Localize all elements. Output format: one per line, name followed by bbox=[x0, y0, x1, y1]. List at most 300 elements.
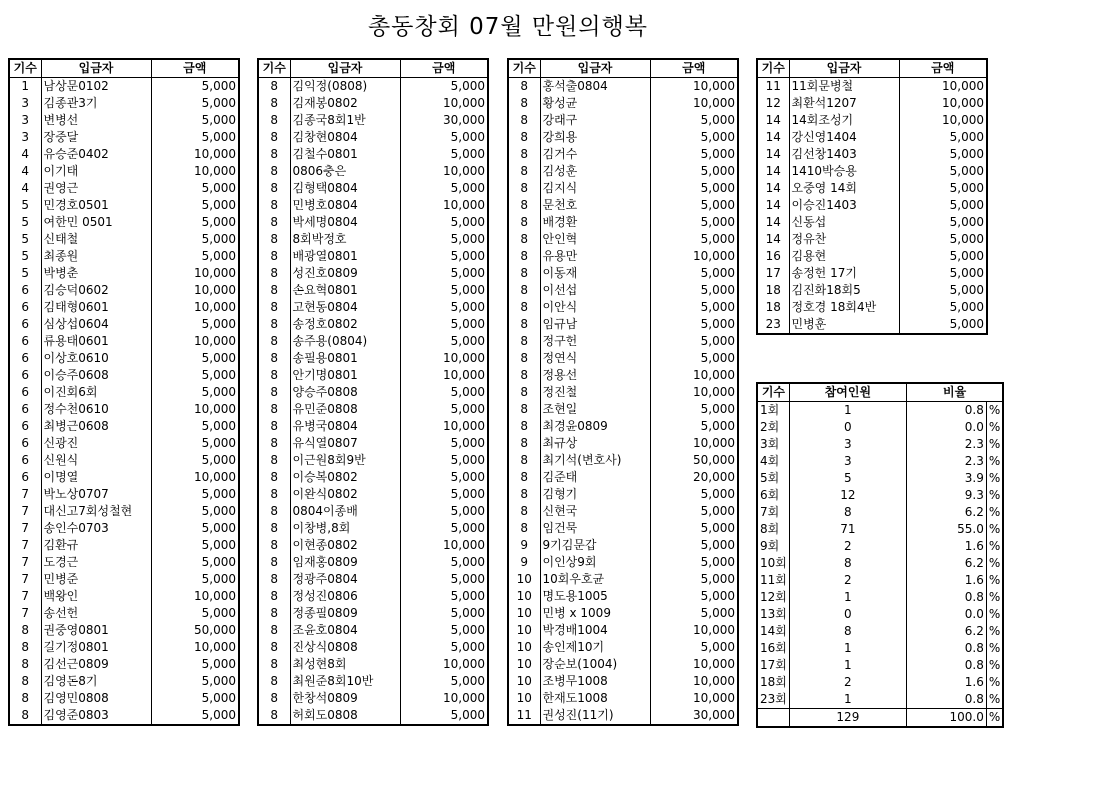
cell-donor-name: 정호경 18회4반 bbox=[789, 299, 899, 316]
cell-percent-sign: % bbox=[986, 709, 1003, 728]
cell-gisu: 8회 bbox=[757, 521, 789, 538]
cell-amount: 30,000 bbox=[650, 707, 738, 725]
table-row bbox=[258, 197, 488, 214]
stats-row bbox=[757, 521, 1003, 538]
cell-amount: 5,000 bbox=[650, 299, 738, 316]
cell-gisu: 8 bbox=[258, 452, 290, 469]
table-row bbox=[9, 316, 239, 333]
stats-row bbox=[757, 640, 1003, 657]
cell-percent-sign: % bbox=[986, 555, 1003, 572]
cell-gisu: 8 bbox=[258, 384, 290, 401]
cell-gisu: 8 bbox=[508, 503, 540, 520]
table-row bbox=[508, 520, 738, 537]
cell-gisu: 18 bbox=[757, 299, 789, 316]
cell-gisu: 7 bbox=[9, 605, 41, 622]
table-row bbox=[258, 231, 488, 248]
cell-gisu: 8 bbox=[508, 248, 540, 265]
cell-gisu: 16회 bbox=[757, 640, 789, 657]
cell-gisu: 8 bbox=[258, 299, 290, 316]
cell-donor-name: 조현일 bbox=[540, 401, 650, 418]
cell-amount: 5,000 bbox=[400, 333, 488, 350]
header-amount: 금액 bbox=[899, 59, 987, 78]
cell-gisu: 23회 bbox=[757, 691, 789, 709]
cell-gisu: 7 bbox=[9, 588, 41, 605]
table-row bbox=[258, 486, 488, 503]
cell-amount: 5,000 bbox=[650, 146, 738, 163]
cell-gisu: 6 bbox=[9, 452, 41, 469]
cell-gisu: 23 bbox=[757, 316, 789, 334]
table-row bbox=[757, 146, 987, 163]
cell-amount: 5,000 bbox=[650, 129, 738, 146]
cell-gisu: 7 bbox=[9, 486, 41, 503]
cell-donor-name: 최환석1207 bbox=[789, 95, 899, 112]
stats-row bbox=[757, 691, 1003, 709]
cell-amount: 5,000 bbox=[151, 452, 239, 469]
cell-amount: 5,000 bbox=[151, 537, 239, 554]
cell-amount: 50,000 bbox=[650, 452, 738, 469]
cell-gisu: 5 bbox=[9, 231, 41, 248]
cell-donor-name: 김형택0804 bbox=[290, 180, 400, 197]
cell-donor-name: 이승주0608 bbox=[41, 367, 151, 384]
table-row bbox=[258, 639, 488, 656]
stats-row bbox=[757, 453, 1003, 470]
cell-donor-name: 김용현 bbox=[789, 248, 899, 265]
cell-ratio: 0.0 bbox=[906, 606, 986, 623]
cell-ratio: 9.3 bbox=[906, 487, 986, 504]
cell-participants: 8 bbox=[789, 623, 906, 640]
cell-ratio: 100.0 bbox=[906, 709, 986, 728]
cell-percent-sign: % bbox=[986, 572, 1003, 589]
cell-amount: 5,000 bbox=[650, 503, 738, 520]
cell-amount: 5,000 bbox=[151, 112, 239, 129]
header-gisu: 기수 bbox=[757, 383, 789, 402]
cell-percent-sign: % bbox=[986, 453, 1003, 470]
cell-amount: 5,000 bbox=[650, 265, 738, 282]
participation-stats-table bbox=[756, 382, 1004, 728]
cell-donor-name: 박경배1004 bbox=[540, 622, 650, 639]
cell-ratio: 0.0 bbox=[906, 419, 986, 436]
cell-gisu: 14 bbox=[757, 180, 789, 197]
cell-donor-name: 김준태 bbox=[540, 469, 650, 486]
table-row bbox=[258, 469, 488, 486]
cell-participants: 2 bbox=[789, 674, 906, 691]
header-amount: 금액 bbox=[151, 59, 239, 78]
cell-amount: 5,000 bbox=[899, 197, 987, 214]
cell-amount: 5,000 bbox=[650, 486, 738, 503]
table-header-row bbox=[508, 59, 738, 78]
cell-donor-name: 김승덕0602 bbox=[41, 282, 151, 299]
table-row bbox=[258, 316, 488, 333]
cell-donor-name: 길기정0801 bbox=[41, 639, 151, 656]
cell-donor-name: 성진호0809 bbox=[290, 265, 400, 282]
table-row bbox=[757, 163, 987, 180]
cell-donor-name: 남상문0102 bbox=[41, 78, 151, 96]
cell-gisu: 7회 bbox=[757, 504, 789, 521]
cell-ratio: 2.3 bbox=[906, 453, 986, 470]
cell-amount: 5,000 bbox=[151, 605, 239, 622]
table-row bbox=[508, 605, 738, 622]
table-row bbox=[258, 333, 488, 350]
donor-table-4 bbox=[756, 58, 988, 335]
cell-participants: 129 bbox=[789, 709, 906, 728]
cell-gisu: 8 bbox=[258, 214, 290, 231]
cell-gisu: 8 bbox=[508, 384, 540, 401]
cell-gisu: 1회 bbox=[757, 402, 789, 420]
cell-donor-name: 김지식 bbox=[540, 180, 650, 197]
cell-amount: 5,000 bbox=[400, 452, 488, 469]
header-name: 입금자 bbox=[540, 59, 650, 78]
table-row bbox=[258, 384, 488, 401]
cell-gisu: 4 bbox=[9, 146, 41, 163]
table-row bbox=[508, 112, 738, 129]
cell-gisu: 9회 bbox=[757, 538, 789, 555]
table-row bbox=[9, 520, 239, 537]
cell-donor-name: 명도용1005 bbox=[540, 588, 650, 605]
table-header-row bbox=[258, 59, 488, 78]
cell-donor-name: 김영돈8기 bbox=[41, 673, 151, 690]
cell-donor-name: 송정호0802 bbox=[290, 316, 400, 333]
cell-gisu: 8 bbox=[9, 622, 41, 639]
cell-amount: 10,000 bbox=[899, 78, 987, 96]
cell-donor-name: 박세명0804 bbox=[290, 214, 400, 231]
cell-gisu: 8 bbox=[508, 282, 540, 299]
table-row bbox=[258, 180, 488, 197]
cell-amount: 5,000 bbox=[400, 673, 488, 690]
cell-gisu: 8 bbox=[508, 401, 540, 418]
table-row bbox=[9, 469, 239, 486]
cell-donor-name: 김환규 bbox=[41, 537, 151, 554]
cell-gisu: 8 bbox=[258, 707, 290, 725]
cell-donor-name: 신원식 bbox=[41, 452, 151, 469]
table-row bbox=[508, 537, 738, 554]
table-row bbox=[757, 129, 987, 146]
table-row bbox=[258, 707, 488, 725]
cell-amount: 10,000 bbox=[650, 248, 738, 265]
cell-donor-name: 유용만 bbox=[540, 248, 650, 265]
cell-gisu: 8 bbox=[508, 367, 540, 384]
table-row bbox=[508, 622, 738, 639]
cell-donor-name: 백왕인 bbox=[41, 588, 151, 605]
cell-gisu: 8 bbox=[258, 129, 290, 146]
cell-donor-name: 이상호0610 bbox=[41, 350, 151, 367]
cell-amount: 5,000 bbox=[899, 214, 987, 231]
cell-donor-name: 김종국8회1반 bbox=[290, 112, 400, 129]
cell-amount: 10,000 bbox=[400, 197, 488, 214]
table-row bbox=[258, 673, 488, 690]
table-row bbox=[258, 435, 488, 452]
cell-donor-name: 임재홍0809 bbox=[290, 554, 400, 571]
table-row bbox=[508, 486, 738, 503]
cell-gisu: 11 bbox=[508, 707, 540, 725]
cell-gisu: 3회 bbox=[757, 436, 789, 453]
cell-gisu: 8 bbox=[258, 605, 290, 622]
cell-donor-name: 한재도1008 bbox=[540, 690, 650, 707]
cell-amount: 5,000 bbox=[151, 197, 239, 214]
table-row bbox=[9, 265, 239, 282]
cell-amount: 5,000 bbox=[650, 333, 738, 350]
cell-gisu: 8 bbox=[508, 95, 540, 112]
table-row bbox=[9, 214, 239, 231]
cell-gisu: 8 bbox=[508, 265, 540, 282]
cell-ratio: 0.8 bbox=[906, 691, 986, 709]
stats-row bbox=[757, 487, 1003, 504]
table-row bbox=[508, 435, 738, 452]
cell-ratio: 6.2 bbox=[906, 504, 986, 521]
header-name: 입금자 bbox=[41, 59, 151, 78]
cell-gisu: 8 bbox=[9, 639, 41, 656]
cell-gisu: 8 bbox=[258, 469, 290, 486]
cell-amount: 5,000 bbox=[899, 299, 987, 316]
table-row bbox=[508, 282, 738, 299]
stats-row bbox=[757, 419, 1003, 436]
cell-gisu: 8 bbox=[508, 299, 540, 316]
cell-gisu: 7 bbox=[9, 537, 41, 554]
cell-amount: 5,000 bbox=[151, 78, 239, 96]
cell-amount: 5,000 bbox=[151, 384, 239, 401]
cell-donor-name: 안인혁 bbox=[540, 231, 650, 248]
cell-gisu: 6회 bbox=[757, 487, 789, 504]
table-row bbox=[757, 95, 987, 112]
cell-ratio: 6.2 bbox=[906, 623, 986, 640]
table-row bbox=[9, 639, 239, 656]
cell-amount: 5,000 bbox=[400, 486, 488, 503]
table-row bbox=[258, 554, 488, 571]
cell-percent-sign: % bbox=[986, 691, 1003, 709]
cell-amount: 5,000 bbox=[400, 707, 488, 725]
cell-donor-name: 임규남 bbox=[540, 316, 650, 333]
cell-donor-name: 신태철 bbox=[41, 231, 151, 248]
cell-gisu: 10 bbox=[508, 639, 540, 656]
cell-donor-name: 정광주0804 bbox=[290, 571, 400, 588]
cell-amount: 5,000 bbox=[400, 520, 488, 537]
cell-ratio: 1.6 bbox=[906, 538, 986, 555]
cell-amount: 5,000 bbox=[650, 520, 738, 537]
cell-donor-name: 김종관3기 bbox=[41, 95, 151, 112]
table-row bbox=[9, 333, 239, 350]
table-row bbox=[9, 418, 239, 435]
table-row bbox=[258, 588, 488, 605]
table-row bbox=[258, 163, 488, 180]
cell-amount: 5,000 bbox=[650, 214, 738, 231]
stats-row bbox=[757, 436, 1003, 453]
table-row bbox=[9, 78, 239, 96]
cell-gisu: 9 bbox=[508, 537, 540, 554]
stats-row bbox=[757, 504, 1003, 521]
cell-participants: 71 bbox=[789, 521, 906, 538]
cell-donor-name: 권영근 bbox=[41, 180, 151, 197]
cell-donor-name: 이완식0802 bbox=[290, 486, 400, 503]
cell-donor-name: 양승주0808 bbox=[290, 384, 400, 401]
table-row bbox=[508, 163, 738, 180]
cell-amount: 5,000 bbox=[650, 316, 738, 333]
table-row bbox=[757, 299, 987, 316]
table-row bbox=[9, 673, 239, 690]
cell-amount: 10,000 bbox=[899, 95, 987, 112]
cell-amount: 5,000 bbox=[151, 418, 239, 435]
cell-amount: 5,000 bbox=[151, 350, 239, 367]
cell-gisu: 8 bbox=[258, 95, 290, 112]
table-row bbox=[9, 384, 239, 401]
table-row bbox=[9, 656, 239, 673]
header-gisu: 기수 bbox=[9, 59, 41, 78]
cell-gisu: 8 bbox=[258, 418, 290, 435]
cell-ratio: 0.8 bbox=[906, 657, 986, 674]
cell-donor-name: 김형기 bbox=[540, 486, 650, 503]
cell-amount: 5,000 bbox=[151, 180, 239, 197]
cell-gisu: 8 bbox=[508, 146, 540, 163]
cell-amount: 5,000 bbox=[400, 401, 488, 418]
cell-donor-name: 최성현8회 bbox=[290, 656, 400, 673]
cell-donor-name: 유병국0804 bbox=[290, 418, 400, 435]
table-row bbox=[508, 656, 738, 673]
cell-donor-name: 장중달 bbox=[41, 129, 151, 146]
table-row bbox=[508, 401, 738, 418]
table-row bbox=[9, 180, 239, 197]
cell-amount: 5,000 bbox=[400, 316, 488, 333]
cell-donor-name: 권중영0801 bbox=[41, 622, 151, 639]
cell-amount: 5,000 bbox=[400, 554, 488, 571]
cell-donor-name: 최규상 bbox=[540, 435, 650, 452]
stats-row bbox=[757, 538, 1003, 555]
cell-amount: 10,000 bbox=[899, 112, 987, 129]
cell-gisu: 8 bbox=[258, 588, 290, 605]
cell-gisu: 6 bbox=[9, 384, 41, 401]
cell-amount: 5,000 bbox=[400, 231, 488, 248]
cell-gisu: 6 bbox=[9, 316, 41, 333]
table-row bbox=[508, 384, 738, 401]
cell-gisu: 2회 bbox=[757, 419, 789, 436]
stats-row bbox=[757, 402, 1003, 420]
cell-amount: 5,000 bbox=[151, 95, 239, 112]
cell-donor-name: 최기석(변호사) bbox=[540, 452, 650, 469]
cell-amount: 10,000 bbox=[151, 639, 239, 656]
cell-percent-sign: % bbox=[986, 657, 1003, 674]
cell-amount: 5,000 bbox=[151, 486, 239, 503]
cell-amount: 10,000 bbox=[400, 690, 488, 707]
cell-gisu: 17회 bbox=[757, 657, 789, 674]
cell-amount: 5,000 bbox=[151, 435, 239, 452]
table-row bbox=[508, 452, 738, 469]
cell-donor-name: 김선창1403 bbox=[789, 146, 899, 163]
cell-gisu: 10 bbox=[508, 588, 540, 605]
cell-amount: 5,000 bbox=[400, 605, 488, 622]
cell-donor-name: 0804이종배 bbox=[290, 503, 400, 520]
cell-gisu: 8 bbox=[508, 197, 540, 214]
cell-gisu: 8 bbox=[258, 316, 290, 333]
cell-amount: 5,000 bbox=[400, 503, 488, 520]
cell-amount: 5,000 bbox=[400, 180, 488, 197]
cell-amount: 5,000 bbox=[650, 231, 738, 248]
table-row bbox=[258, 690, 488, 707]
cell-amount: 10,000 bbox=[151, 401, 239, 418]
cell-gisu: 3 bbox=[9, 129, 41, 146]
cell-donor-name: 최종원 bbox=[41, 248, 151, 265]
cell-amount: 5,000 bbox=[899, 282, 987, 299]
stats-row bbox=[757, 623, 1003, 640]
table-row bbox=[9, 690, 239, 707]
cell-gisu: 14 bbox=[757, 146, 789, 163]
cell-amount: 10,000 bbox=[400, 163, 488, 180]
cell-donor-name: 김진화18회5 bbox=[789, 282, 899, 299]
cell-donor-name: 송인제10기 bbox=[540, 639, 650, 656]
cell-percent-sign: % bbox=[986, 402, 1003, 420]
table-row bbox=[9, 554, 239, 571]
cell-amount: 50,000 bbox=[151, 622, 239, 639]
table-header-row bbox=[9, 59, 239, 78]
cell-gisu: 18 bbox=[757, 282, 789, 299]
cell-donor-name: 김거수 bbox=[540, 146, 650, 163]
table-row bbox=[9, 112, 239, 129]
table-row bbox=[508, 571, 738, 588]
table-row bbox=[508, 129, 738, 146]
table-row bbox=[258, 265, 488, 282]
cell-gisu: 8 bbox=[9, 656, 41, 673]
cell-donor-name: 허회도0808 bbox=[290, 707, 400, 725]
table-row bbox=[508, 78, 738, 96]
cell-donor-name: 정종필0809 bbox=[290, 605, 400, 622]
table-row bbox=[258, 78, 488, 96]
cell-participants: 0 bbox=[789, 419, 906, 436]
cell-gisu: 14 bbox=[757, 214, 789, 231]
cell-donor-name: 김창현0804 bbox=[290, 129, 400, 146]
cell-donor-name: 류용태0601 bbox=[41, 333, 151, 350]
cell-gisu: 8 bbox=[508, 129, 540, 146]
cell-amount: 5,000 bbox=[400, 435, 488, 452]
cell-donor-name: 송인수0703 bbox=[41, 520, 151, 537]
cell-gisu: 8 bbox=[9, 673, 41, 690]
cell-amount: 5,000 bbox=[151, 129, 239, 146]
cell-amount: 5,000 bbox=[151, 367, 239, 384]
table-row bbox=[9, 248, 239, 265]
table-row bbox=[258, 605, 488, 622]
table-row bbox=[508, 316, 738, 333]
cell-amount: 5,000 bbox=[650, 163, 738, 180]
cell-gisu: 5 bbox=[9, 265, 41, 282]
cell-amount: 10,000 bbox=[400, 350, 488, 367]
table-row bbox=[757, 248, 987, 265]
cell-amount: 5,000 bbox=[650, 588, 738, 605]
cell-gisu: 4회 bbox=[757, 453, 789, 470]
cell-amount: 5,000 bbox=[400, 146, 488, 163]
cell-percent-sign: % bbox=[986, 436, 1003, 453]
cell-gisu: 8 bbox=[258, 197, 290, 214]
cell-amount: 5,000 bbox=[151, 656, 239, 673]
cell-donor-name: 김태형0601 bbox=[41, 299, 151, 316]
table-row bbox=[258, 214, 488, 231]
cell-amount: 5,000 bbox=[899, 146, 987, 163]
header-gisu: 기수 bbox=[757, 59, 789, 78]
cell-donor-name: 홍석출0804 bbox=[540, 78, 650, 96]
cell-gisu: 8 bbox=[508, 435, 540, 452]
cell-gisu: 14 bbox=[757, 163, 789, 180]
cell-gisu: 14 bbox=[757, 129, 789, 146]
cell-participants: 1 bbox=[789, 640, 906, 657]
cell-amount: 10,000 bbox=[650, 656, 738, 673]
cell-gisu: 4 bbox=[9, 180, 41, 197]
cell-amount: 5,000 bbox=[650, 537, 738, 554]
cell-amount: 5,000 bbox=[899, 248, 987, 265]
table-row bbox=[258, 367, 488, 384]
cell-gisu: 8 bbox=[258, 656, 290, 673]
header-amount: 금액 bbox=[400, 59, 488, 78]
cell-amount: 5,000 bbox=[650, 605, 738, 622]
cell-gisu: 10 bbox=[508, 605, 540, 622]
cell-donor-name: 임건묵 bbox=[540, 520, 650, 537]
cell-gisu: 8 bbox=[9, 690, 41, 707]
cell-amount: 10,000 bbox=[650, 435, 738, 452]
cell-donor-name: 이기태 bbox=[41, 163, 151, 180]
cell-gisu: 8 bbox=[9, 707, 41, 725]
